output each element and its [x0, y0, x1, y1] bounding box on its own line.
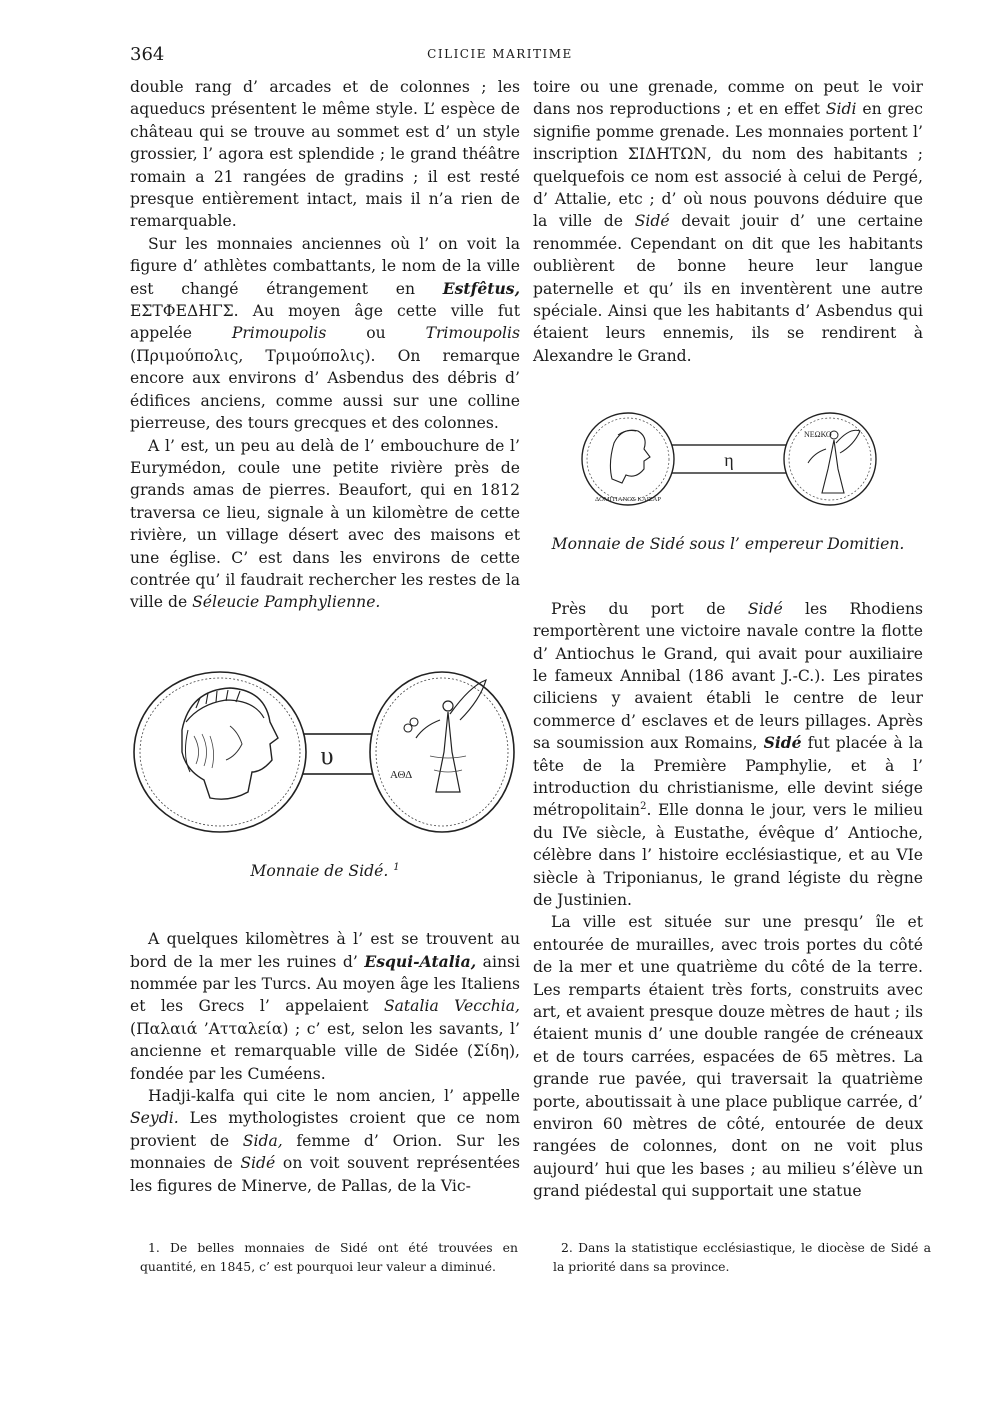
- text-run: Près du port de: [551, 599, 748, 618]
- coin-mid-letter: υ: [320, 740, 334, 770]
- coin-drawing: [578, 409, 878, 509]
- text-run: on voit souvent représentées les figures de Minerve, de Pallas, de la Vic-: [130, 1154, 520, 1195]
- text-run: devait jouir d’ une certaine renommée. Cependant on dit que les habitants oublièrent de bonne heure leur langue paternelle et qu’ ils en inventèrent une autre spéciale. Ainsi que les habitants d’ Asbendus qui étaient leurs ennemis, ils se rendirent à Alexandre le Grand.: [533, 212, 923, 365]
- footnote-2: [553, 1238, 931, 1276]
- emphasis: Primoupolis: [231, 324, 327, 343]
- text-run: en grec signifie pomme grenade. Les monnaies portent l’ inscription ΣΙΔΗΤΩΝ, du nom des habitants ; quelquefois ce nom est associé à celui de Pergé, d’ Attalie, etc ; d’ où nous pouvons déduire que la ville de: [533, 100, 923, 231]
- paragraph: double rang d’ arcades et de colonnes ; les aqueducs présentent le même style. L’ espèce de château qui se trouve au sommet est d’ un style grossier, l’ agora est splendide ; le grand théâtre romain a 21 rangées de gradins ; il est resté presque entièrement intact, mais il n’a rien de remarquable.: [130, 78, 520, 231]
- emphasis: Sidé: [747, 599, 783, 618]
- text-run: . Elle donna le jour, vers le milieu du IVe siècle, à Eustathe, évêque d’ Antioche, célèbre dans l’ histoire ecclésiastique, et au VIe siècle à Triponianus, le grand légiste du règne de Justinien.: [533, 801, 923, 909]
- text-run: Les mythologistes croient que ce nom provient de: [130, 1109, 520, 1150]
- text-run: fut placée à la tête de la Première Pamphylie, et à l’ introduction du christianisme, elle devint siége métropolitain: [533, 734, 923, 820]
- coin-caption: Monnaie de Sidé sous l’ empereur Domitien.: [551, 535, 905, 554]
- caption-text: Monnaie de Sidé.: [250, 861, 389, 880]
- paragraph: [533, 598, 923, 912]
- text-run: ΕΣΤΦΕΔΗΓΣ. Au moyen âge cette ville fut appelée: [130, 302, 520, 343]
- emphasis: Trimoupolis: [425, 324, 520, 343]
- coin-drawing: [130, 660, 520, 840]
- coin-mid-letter: η: [724, 450, 734, 471]
- coin-caption: [130, 860, 520, 882]
- coin-illustration-side: [130, 660, 520, 840]
- emphasis: Sida,: [242, 1131, 283, 1150]
- emphasis: Séleucie Pamphylienne.: [192, 593, 381, 612]
- text-run: ou: [326, 324, 426, 343]
- footnote-mark: 1: [393, 861, 400, 873]
- coin-legend: ΔΟΜΙΤΙΑΝΟΣ ΚΑΙΣΑΡ: [595, 496, 661, 504]
- emphasis: Sidé: [634, 212, 670, 231]
- text-run: femme d’ Orion. Sur les monnaies de: [130, 1131, 520, 1173]
- coin-illustration-domitien: [578, 409, 878, 509]
- text-run: (Παλαιά ’Ατταλεία) ; c’ est, selon les savants, l’ ancienne et remarquable ville de Sidée (Σίδη), fondée par les Cuméens.: [130, 1019, 520, 1083]
- emphasis: Satalia Vecchia,: [383, 997, 520, 1016]
- text-run: ainsi nommée par les Turcs. Au moyen âge les Italiens et les Grecs l’ appelaient: [130, 952, 520, 1016]
- emphasis: Estfêtus,: [442, 278, 520, 298]
- paragraph: [130, 233, 520, 435]
- paragraph: [130, 435, 520, 614]
- emphasis: Sidé: [763, 733, 802, 753]
- text-run: toire ou une grenade, comme on peut le voir dans nos reproductions ; et en effet: [533, 78, 923, 119]
- right-column: [533, 76, 923, 1203]
- paragraph: [533, 76, 923, 367]
- page-header: [0, 44, 1000, 70]
- emphasis: Seydi.: [130, 1109, 179, 1128]
- paragraph: [130, 928, 520, 1085]
- coin-reverse-letters: ΑΘΔ: [390, 768, 413, 781]
- text-run: les Rhodiens remportèrent une victoire navale contre la flotte d’ Antiochus le Grand, qui avait pour auxiliaire le fameux Annibal (186 avant J.-C.). Les pirates ciliciens y avaient établi le centre de leur commerce d’ esclaves et de leurs pillages. Après sa soumission aux Romains,: [533, 599, 923, 753]
- left-column: [130, 76, 520, 1197]
- emphasis: Sidi: [825, 100, 857, 119]
- footnote-text: 1. De belles monnaies de Sidé ont été trouvées en quantité, en 1845, c’ est pourquoi leur valeur a diminué.: [140, 1240, 518, 1274]
- running-title: CILICIE MARITIME: [427, 47, 573, 61]
- coin-legend: ΝΕΩΚΟ: [804, 430, 832, 440]
- footnote-1: [140, 1238, 518, 1276]
- text-run: A l’ est, un peu au delà de l’ embouchure de l’ Eurymédon, coule une petite rivière près de grands amas de pierres. Beaufort, qui en 1812 traversa ce lieu, signale à un kilomètre de cette rivière, un village désert avec des maisons et une église. C’ est dans les environs de cette contrée qu’ il faudrait rechercher les restes de la ville de: [130, 436, 520, 612]
- text-run: (Πριμούπολις, Τριμούπολις). On remarque encore aux environs d’ Asbendus des débris d’ édifices anciens, comme aussi sur une colline pierreuse, des tours grecques et des colonnes.: [130, 346, 520, 433]
- text-run: Sur les monnaies anciennes où l’ on voit la figure d’ athlètes combattants, le nom de la ville est changé étrangement en: [130, 234, 520, 298]
- text-run: Hadji-kalfa qui cite le nom ancien, l’ appelle: [148, 1087, 520, 1105]
- footnote-text: 2. Dans la statistique ecclésiastique, le diocèse de Sidé a la priorité dans sa province.: [553, 1240, 931, 1274]
- page-number: 364: [130, 44, 165, 65]
- text-run: A quelques kilomètres à l’ est se trouvent au bord de la mer les ruines d’: [130, 930, 520, 971]
- paragraph: La ville est située sur une presqu’ île et entourée de murailles, avec trois portes du côté de la mer et une quatrième du côté de la terre. Les remparts étaient très forts, construits avec art, et avaient presque douze mètres de haut ; ils étaient munis d’ une double rangée de créneaux et de tours carrées, espacées de 65 mètres. La grande rue pavée, qui traversait la quatrième porte, aboutissait à une place publique carrée, d’ environ 60 mètres de côté, entourée de deux rangées de colonnes, dont on ne voit plus aujourd’ hui que les bases ; au milieu s’élève un grand piédestal qui supportait une statue: [533, 913, 923, 1201]
- footnote-mark: 2: [640, 801, 647, 813]
- emphasis: Esqui-Atalia,: [364, 951, 477, 971]
- emphasis: Sidé: [240, 1154, 276, 1173]
- paragraph: [130, 1085, 520, 1197]
